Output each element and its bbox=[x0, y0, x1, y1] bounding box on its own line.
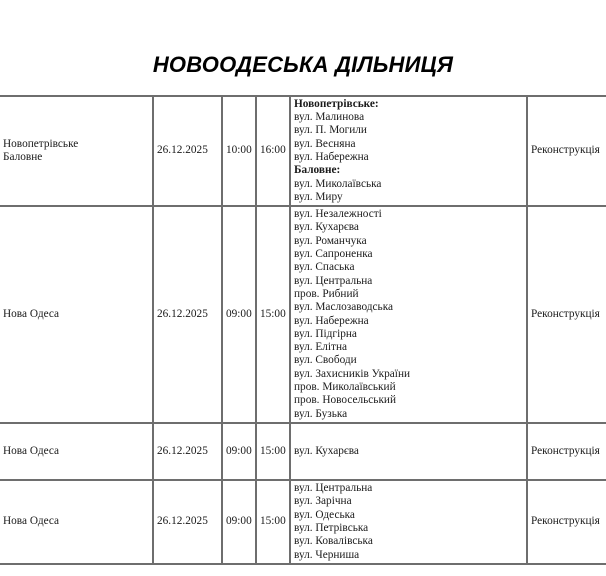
street-item: пров. Миколаївський bbox=[294, 380, 396, 393]
street-item: вул. Весняна bbox=[294, 137, 356, 150]
end-time-cell: 15:00 bbox=[256, 206, 290, 423]
table-row bbox=[0, 423, 606, 480]
locality-cell bbox=[0, 480, 153, 564]
street-item: вул. Зарічна bbox=[294, 495, 352, 508]
date-cell: 26.12.2025 bbox=[153, 423, 222, 480]
street-item: вул. Набережна bbox=[294, 151, 369, 163]
date-cell: 26.12.2025 bbox=[153, 206, 222, 423]
reason-cell: Реконструкція bbox=[527, 206, 606, 423]
date-cell: 26.12.2025 bbox=[153, 96, 222, 206]
end-time-cell: 15:00 bbox=[256, 480, 290, 564]
locality-cell bbox=[0, 96, 153, 206]
street-item: пров. Рибний bbox=[294, 287, 359, 300]
street-item: вул. Центральна bbox=[294, 274, 373, 287]
locality-name: Новопетрівське bbox=[3, 137, 79, 150]
start-time-cell: 09:00 bbox=[222, 206, 256, 423]
end-time-cell: 16:00 bbox=[256, 96, 290, 206]
page-title: НОВООДЕСЬКА ДІЛЬНИЦЯ bbox=[152, 52, 454, 77]
street-item: вул. Маслозаводська bbox=[294, 301, 394, 314]
date-cell: 26.12.2025 bbox=[153, 480, 222, 564]
street-item: вул. Кухарєва bbox=[294, 221, 359, 234]
street-item: вул. Кухарєва bbox=[294, 444, 359, 457]
reason-cell: Реконструкція bbox=[527, 480, 606, 564]
street-item: пров. Новосельський bbox=[294, 394, 397, 407]
street-item: вул. Бузька bbox=[294, 407, 348, 420]
street-item: вул. Спаська bbox=[294, 261, 355, 274]
streets-cell bbox=[290, 96, 527, 206]
end-time-cell: 15:00 bbox=[256, 423, 290, 480]
locality-name: Баловне bbox=[3, 151, 43, 163]
street-item: вул. Ковалівська bbox=[294, 535, 373, 548]
street-item: вул. Набережна bbox=[294, 314, 369, 327]
street-item: вул. Сапроненка bbox=[294, 248, 373, 261]
street-item: вул. Одеська bbox=[294, 508, 355, 521]
street-item: вул. Захисників України bbox=[294, 367, 411, 380]
locality-name: Нова Одеса bbox=[3, 444, 60, 457]
locality-name: Нова Одеса bbox=[3, 307, 60, 320]
outage-schedule-table bbox=[0, 95, 606, 565]
start-time-cell: 10:00 bbox=[222, 96, 256, 206]
streets-cell bbox=[290, 480, 527, 564]
start-time-cell: 09:00 bbox=[222, 423, 256, 480]
street-item: вул. Елітна bbox=[294, 341, 348, 354]
street-item: вул. Центральна bbox=[294, 482, 373, 495]
streets-cell bbox=[290, 423, 527, 480]
street-item: вул. Свободи bbox=[294, 354, 357, 367]
street-item: вул. Підгірна bbox=[294, 327, 357, 340]
streets-cell bbox=[290, 206, 527, 423]
start-time-cell: 09:00 bbox=[222, 480, 256, 564]
table-row bbox=[0, 480, 606, 564]
street-item: вул. Миколаївська bbox=[294, 177, 382, 190]
street-item: вул. Незалежності bbox=[294, 208, 382, 221]
street-item: вул. Петрівська bbox=[294, 522, 369, 534]
reason-cell: Реконструкція bbox=[527, 423, 606, 480]
street-item: вул. Малинова bbox=[294, 111, 365, 124]
locality-name: Нова Одеса bbox=[3, 515, 60, 528]
street-group-heading: Баловне: bbox=[294, 164, 341, 177]
street-item: вул. П. Могили bbox=[294, 124, 367, 137]
reason-cell: Реконструкція bbox=[527, 96, 606, 206]
street-item: вул. Романчука bbox=[294, 234, 367, 247]
table-row bbox=[0, 96, 606, 206]
street-group-heading: Новопетрівське: bbox=[294, 97, 379, 110]
locality-cell bbox=[0, 423, 153, 480]
locality-cell bbox=[0, 206, 153, 423]
street-item: вул. Черниша bbox=[294, 548, 360, 561]
table-row bbox=[0, 206, 606, 423]
street-item: вул. Миру bbox=[294, 190, 343, 203]
